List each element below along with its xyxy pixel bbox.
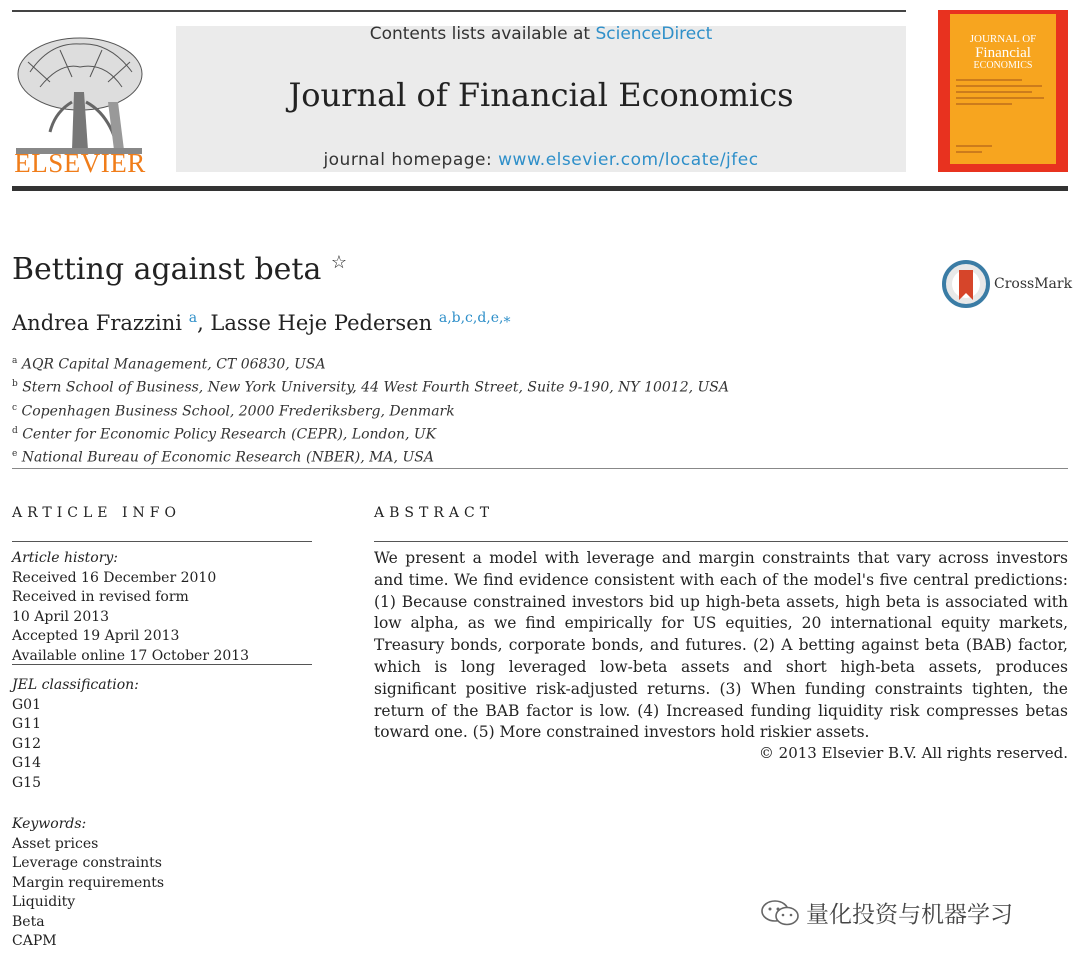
crossmark-icon[interactable]: [942, 260, 990, 308]
copyright-notice: © 2013 Elsevier B.V. All rights reserved.: [758, 744, 1068, 762]
affiliation-text: AQR Capital Management, CT 06830, USA: [21, 356, 326, 373]
cover-title-line2: Financial: [975, 44, 1031, 61]
affiliation-item: [12, 352, 729, 375]
jel-label: JEL classification:: [12, 677, 139, 693]
article-info-heading: ARTICLE INFO: [12, 505, 181, 521]
keyword: Liquidity: [12, 894, 76, 910]
article-title: [12, 252, 347, 287]
title-footnote-star-icon[interactable]: ☆: [330, 252, 348, 273]
abstract-rule: [374, 541, 1068, 542]
history-item: Accepted 19 April 2013: [12, 628, 180, 644]
history-item: Received 16 December 2010: [12, 569, 217, 586]
article-title-text: Betting against beta: [12, 252, 322, 287]
homepage-line: [176, 150, 906, 170]
affiliation-text: National Bureau of Economic Research (NBER), MA, USA: [21, 449, 434, 466]
affiliation-item: [12, 399, 729, 422]
wechat-icon: [760, 898, 800, 928]
journal-title: Journal of Financial Economics: [288, 76, 794, 114]
history-item: Available online 17 October 2013: [12, 647, 250, 664]
author-name[interactable]: Lasse Heje Pedersen: [210, 311, 433, 335]
jel-code: G12: [12, 735, 41, 752]
affiliation-mark: a: [12, 356, 18, 366]
cover-title-line1: JOURNAL OF: [969, 33, 1037, 45]
affiliation-mark: c: [12, 402, 18, 413]
jel-code: G14: [12, 755, 41, 771]
author-affiliation-marks[interactable]: [439, 310, 511, 326]
jel-code: G15: [12, 774, 41, 791]
keyword: Asset prices: [12, 835, 99, 852]
affiliation-item: [12, 422, 729, 445]
cover-title-line3: ECONOMICS: [973, 60, 1033, 72]
affiliation-mark: d: [12, 425, 18, 436]
homepage-prefix: journal homepage:: [323, 150, 499, 170]
elsevier-wordmark[interactable]: ELSEVIER: [14, 148, 146, 178]
affiliation-item: [12, 445, 729, 468]
keyword: Margin requirements: [12, 874, 165, 891]
section-divider: [12, 468, 1068, 469]
affiliation-mark: e: [12, 449, 18, 459]
crossmark-label[interactable]: CrossMark: [994, 276, 1073, 292]
header-top-rule: [12, 10, 906, 12]
abstract-heading: ABSTRACT: [374, 505, 495, 521]
author-list: [12, 310, 511, 335]
keywords-label: Keywords:: [12, 816, 87, 832]
keyword: Beta: [12, 913, 45, 930]
author-affiliation-letters[interactable]: a,b,c,d,e,: [438, 310, 504, 326]
affiliation-text: Stern School of Business, New York University, 44 West Fourth Street, Suite 9-190, NY 10012, USA: [22, 379, 730, 396]
wechat-watermark-text: 量化投资与机器学习: [806, 902, 1013, 928]
header-bottom-rule: [12, 186, 1068, 191]
sciencedirect-link[interactable]: ScienceDirect: [595, 24, 713, 44]
cover-title: [950, 34, 1056, 72]
article-history-label: Article history:: [12, 550, 119, 566]
article-info-rule: [12, 541, 312, 542]
author-separator: ,: [197, 311, 211, 335]
article-history-rule: [12, 664, 312, 665]
contents-line: [176, 24, 906, 44]
corresponding-author-icon[interactable]: ⁎: [503, 310, 511, 326]
contents-prefix: Contents lists available at: [369, 24, 596, 44]
history-item: 10 April 2013: [12, 608, 110, 625]
author-affiliation-marks[interactable]: a: [188, 310, 198, 326]
affiliation-mark: b: [12, 379, 18, 390]
history-item: Received in revised form: [12, 589, 189, 605]
jel-code: G01: [12, 696, 41, 713]
affiliation-text: Copenhagen Business School, 2000 Frederiksberg, Denmark: [21, 403, 455, 420]
article-history: [12, 549, 249, 666]
cover-contents-lines: [952, 74, 1052, 158]
jel-code: G11: [12, 716, 41, 732]
keywords: [12, 815, 164, 952]
jel-classification: [12, 676, 139, 793]
abstract-text: We present a model with leverage and margin constraints that vary across investors and time. We find evidence consistent with each of the model's five central predictions: (1) Because constrained investors bid up high-beta assets, high beta is associated with low alpha, as we find empirically for US equities, 20 international equity markets, Treasury bonds, corporate bonds, and futures. (2) A betting against beta (BAB) factor, which is long leveraged low-beta assets and short high-beta assets, produces significant positive risk-adjusted returns. (3) When funding constraints tighten, the return of the BAB factor is low. (4) Increased funding liquidity risk compresses betas toward one. (5) More constrained investors hold riskier assets.: [374, 549, 1068, 742]
keyword: CAPM: [12, 933, 57, 949]
keyword: Leverage constraints: [12, 855, 162, 871]
homepage-link[interactable]: www.elsevier.com/locate/jfec: [498, 150, 759, 170]
affiliations: [12, 352, 729, 468]
affiliation-text: Center for Economic Policy Research (CEPR), London, UK: [22, 426, 437, 443]
affiliation-item: [12, 375, 729, 398]
author-name[interactable]: Andrea Frazzini: [12, 311, 183, 335]
